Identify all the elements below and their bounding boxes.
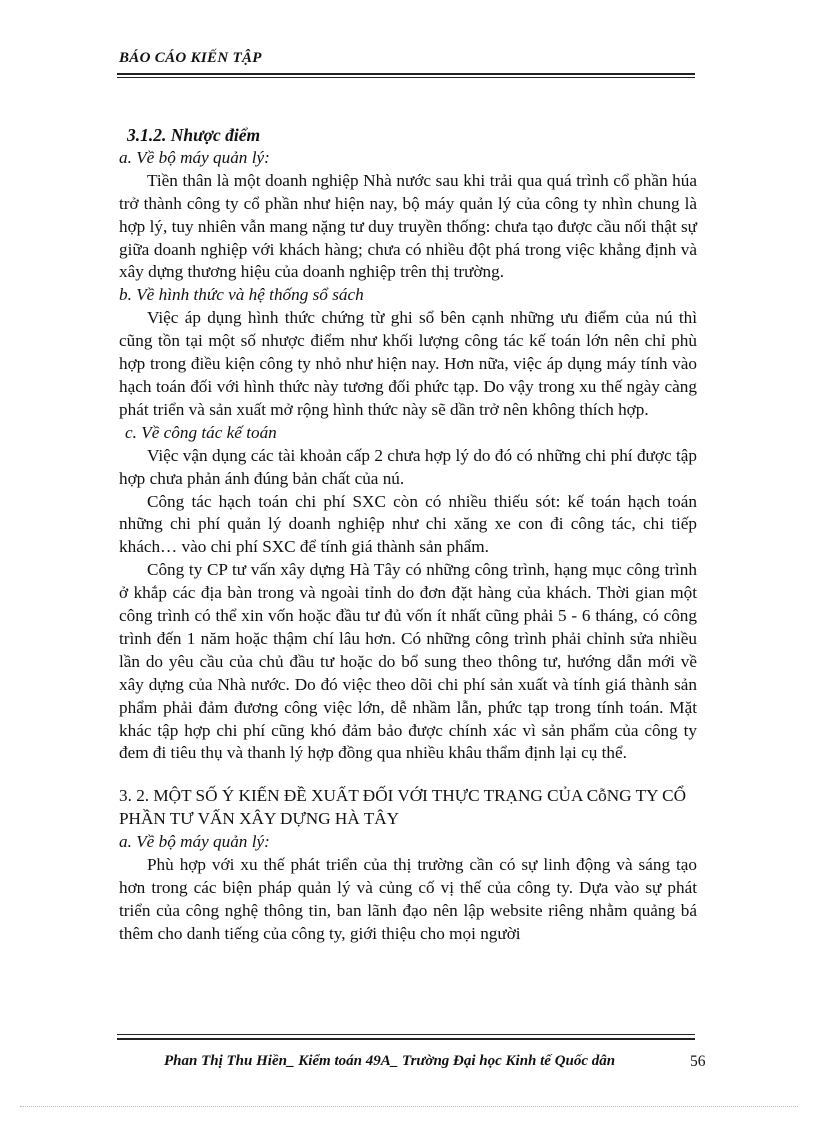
section-heading-3-2: 3. 2. MỘT SỐ Ý KIẾN ĐỀ XUẤT ĐỐI VỚI THỰC TRẠNG CỦA CỗNG TY CỔ PHẦN TƯ VẤN XÂY DỰNG HÀ TÂY xyxy=(119,786,687,829)
footer-rule-thin xyxy=(117,1034,695,1035)
paragraph-6: Phù hợp với xu thế phát triển của thị trường cần có sự linh động và sáng tạo hơn trong các biện pháp quản lý và củng cố vị thế của công ty. Dựa vào sự phát triển của công nghệ thông tin, ban lãnh đạo nên lập website riêng nhằm quảng bá thêm cho danh tiếng của công ty, giới thiệu cho mọi người xyxy=(119,855,697,943)
page-header-title: BÁO CÁO KIẾN TẬP xyxy=(119,50,262,66)
subheading-a-2: a. Về bộ máy quản lý: xyxy=(119,832,270,852)
footer-author: Phan Thị Thu Hiền_ Kiểm toán 49A_ Trường Đại học Kinh tế Quốc dân xyxy=(164,1053,616,1069)
paragraph-1: Tiền thân là một doanh nghiệp Nhà nước sau khi trải qua quá trình cổ phần húa trở thành công ty cổ phần như hiện nay, bộ máy quản lý của công ty nhìn chung là hợp lý, tuy nhiên vẫn mang nặng tư duy truyền thống: chưa tạo được cầu nối thật sự giữa doanh nghiệp với khách hàng; chưa có nhiều đột phá trong việc khẳng định và xây dựng thương hiệu của doanh nghiệp trên thị trường. xyxy=(119,170,697,282)
section-heading-3-1-2: 3.1.2. Nhược điểm xyxy=(127,125,261,145)
header-rule-thin xyxy=(117,77,695,78)
footer-rule-thick xyxy=(117,1038,695,1040)
page-edge-divider xyxy=(20,1106,798,1107)
subheading-c: c. Về công tác kế toán xyxy=(125,422,277,442)
subheading-b: b. Về hình thức và hệ thống sổ sách xyxy=(119,285,364,305)
header-rule-thick xyxy=(117,73,695,75)
paragraph-5: Công ty CP tư vấn xây dựng Hà Tây có những công trình, hạng mục công trình ở khắp các địa bàn trong và ngoài tỉnh do đơn đặt hàng của khách. Thời gian một công trình có thể xin vốn hoặc đầu tư đủ vốn ít nhất cũng phải 5 - 6 tháng, có công trình đến 1 năm hoặc thậm chí lâu hơn. Có những công trình phải chỉnh sửa nhiều lần do yêu cầu của chủ đầu tư hoặc do bổ sung theo thông tư, hướng dẫn mới về xây dựng của Nhà nước. Do đó việc theo dõi chi phí sản xuất và tính giá thành sản phẩm phải đảm đương công việc lớn, dễ nhầm lẫn, phức tạp trong tính toán. Mặt khác tập hợp chi phí cũng khó đảm bảo được chính xác vì sản phẩm của công ty đem đi tiêu thụ và thanh lý hợp đồng qua nhiều khâu thẩm định lại cụ thể. xyxy=(119,560,697,763)
paragraph-3: Việc vận dụng các tài khoản cấp 2 chưa hợp lý do đó có những chi phí được tập hợp chưa phản ánh đúng bản chất của nú. xyxy=(119,445,697,488)
paragraph-4: Công tác hạch toán chi phí SXC còn có nhiều thiếu sót: kế toán hạch toán những chi phí quản lý doanh nghiệp như chi xăng xe con đi công tác, chi tiếp khách… vào chi phí SXC để tính giá thành sản phẩm. xyxy=(119,491,697,557)
subheading-a: a. Về bộ máy quản lý: xyxy=(119,147,270,167)
page-number: 56 xyxy=(690,1053,706,1070)
document-body xyxy=(119,124,697,946)
paragraph-2: Việc áp dụng hình thức chứng từ ghi sổ bên cạnh những ưu điểm của nú thì cũng tồn tại một số nhược điểm như khối lượng công tác kế toán lớn nên chỉ phù hợp trong điều kiện công ty nhỏ như hiện nay. Hơn nữa, việc áp dụng máy tính vào hạch toán đối với hình thức này tương đối phức tạp. Do vậy trong xu thế ngày càng phát triển và sản xuất mở rộng hình thức này sẽ dần trở nên không thích hợp. xyxy=(119,308,697,419)
